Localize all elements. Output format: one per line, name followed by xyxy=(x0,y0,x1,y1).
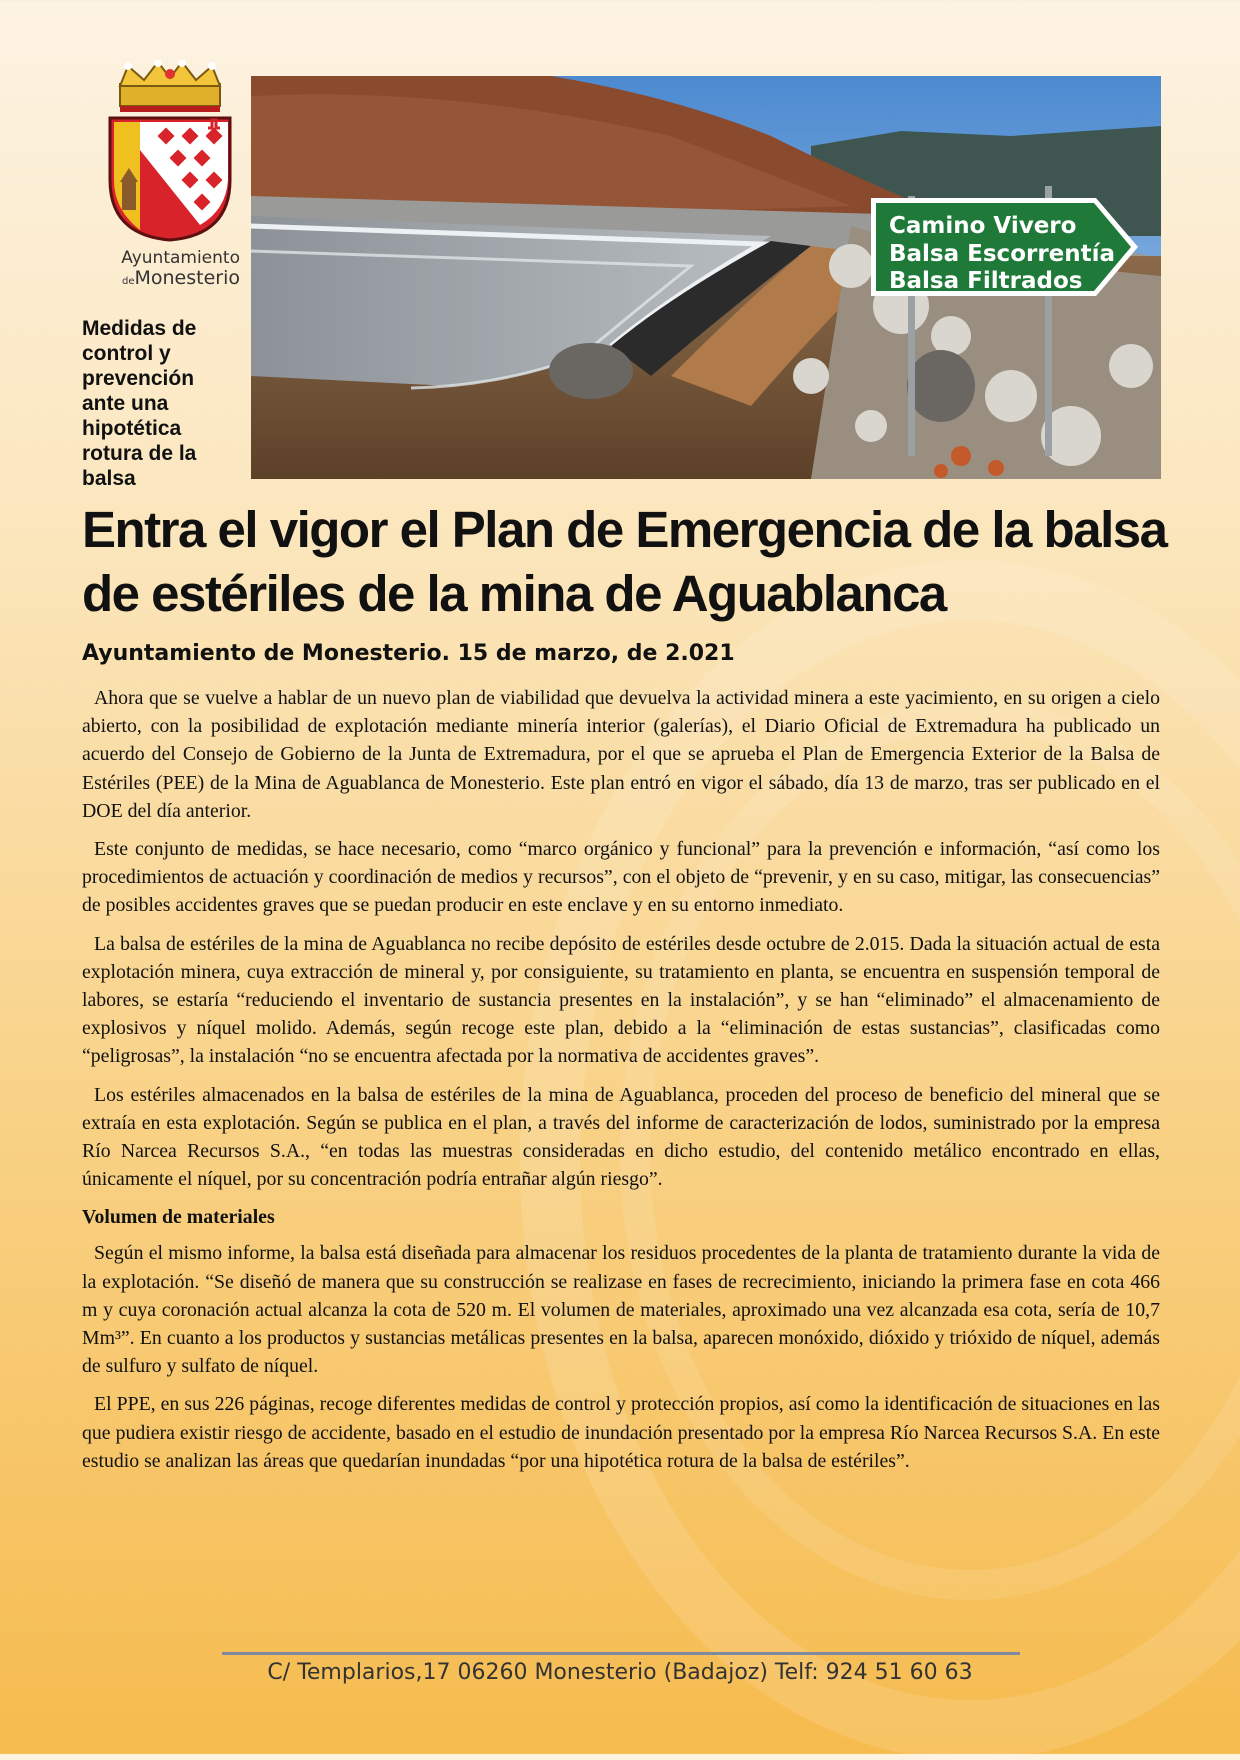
sign-line-1: Camino Vivero xyxy=(889,213,1077,239)
article-paragraph: Este conjunto de medidas, se hace necesario, como “marco orgánico y funcional” para la prevención e información, “así como los procedimientos de actuación y coordinación de medios y recursos”, con el objeto de “prevenir, y en su caso, mitigar, las consecuencias” de posibles accidentes graves que se puedan producir en este enclave y en su entorno inmediato. xyxy=(82,838,1160,917)
article-subheading: Volumen de materiales xyxy=(82,1206,275,1229)
footer-divider xyxy=(222,1652,1020,1655)
article-paragraph: Los estériles almacenados en la balsa de estériles de la mina de Aguablanca, proceden del proceso de beneficio del mineral que se extraía en esta explotación. Según se publica en el plan, a través del informe de caracterización de lodos, suministrado por la empresa Río Narcea Recursos S.A., “en todas las muestras consideradas en dicho estudio, del contenido metálico encontrado en ellas, únicamente el níquel, por su concentración podría entrañar algún riesgo”. xyxy=(82,1083,1160,1191)
org-name-line1: Ayuntamiento xyxy=(121,248,240,268)
article-headline: Entra el vigor el Plan de Emergencia de la balsa de estériles de la mina de Aguablanca xyxy=(82,501,1167,622)
org-name-line2: deMonesterio xyxy=(121,267,240,289)
article-byline: Ayuntamiento de Monesterio. 15 de marzo, de 2.021 xyxy=(82,641,735,666)
article-paragraph: Según el mismo informe, la balsa está diseñada para almacenar los residuos procedentes de la planta de tratamiento durante la vida de la explotación. “Se diseñó de manera que su construcción se realizase en fases de recrecimiento, iniciando la primera fase en cota 466 m y cuya coronación actual alcanza la cota de 520 m. El volumen de materiales, aproximado una vez alcanzada esa cota, sería de 10,7 Mm³”. En cuanto a los productos y sustancias metálicas presentes en la balsa, aparecen monóxido, dióxido y trióxido de níquel, además de sulfuro y sulfato de níquel. xyxy=(82,1242,1160,1378)
sign-line-2: Balsa Escorrentía xyxy=(889,241,1116,267)
organization-name xyxy=(95,248,240,292)
side-caption: Medidas de control y prevención ante una hipotética rotura de la balsa xyxy=(82,317,197,490)
article-paragraph: El PPE, en sus 226 páginas, recoge diferentes medidas de control y protección propios, así como la identificación de situaciones en las que pudiera existir riesgo de accidente, basado en el estudio de inundación presentado por la empresa Río Narcea Recursos S.A. En este estudio se analizan las áreas que quedarían inundadas “por una hipotética rotura de la balsa de estériles”. xyxy=(82,1393,1160,1472)
article-paragraph: Ahora que se vuelve a hablar de un nuevo plan de viabilidad que devuelva la actividad minera a este yacimiento, en su origen a cielo abierto, con la posibilidad de explotación mediante minería interior (galerías), el Diario Oficial de Extremadura ha publicado un acuerdo del Consejo de Gobierno de la Junta de Extremadura, por el que se aprueba el Plan de Emergencia Exterior de la Balsa de Estériles (PEE) de la Mina de Aguablanca de Monesterio. Este plan entró en vigor el sábado, día 13 de marzo, tras ser publicado en el DOE del día anterior. xyxy=(82,687,1160,822)
article-paragraph: La balsa de estériles de la mina de Aguablanca no recibe depósito de estériles desde octubre de 2.015. Dada la situación actual de esta explotación minera, cuya extracción de mineral y, por consiguiente, su tratamiento en planta, se encuentra en suspensión temporal de labores, se estaría “reduciendo el inventario de sustancia presentes en la instalación”, y se han “eliminado” el almacenamiento de explosivos y níquel molido. Además, según recoge este plan, debido a la “eliminación de estas sustancias”, clasificadas como “peligrosas”, la instalación “no se encuentra afectada por la normativa de accidentes graves”. xyxy=(82,932,1160,1068)
footer-address: C/ Templarios,17 06260 Monesterio (Badajoz) Telf: 924 51 60 63 xyxy=(267,1660,973,1685)
mine-photo xyxy=(251,76,1161,479)
sign-line-3: Balsa Filtrados xyxy=(889,268,1083,294)
article-body xyxy=(82,684,1160,1485)
